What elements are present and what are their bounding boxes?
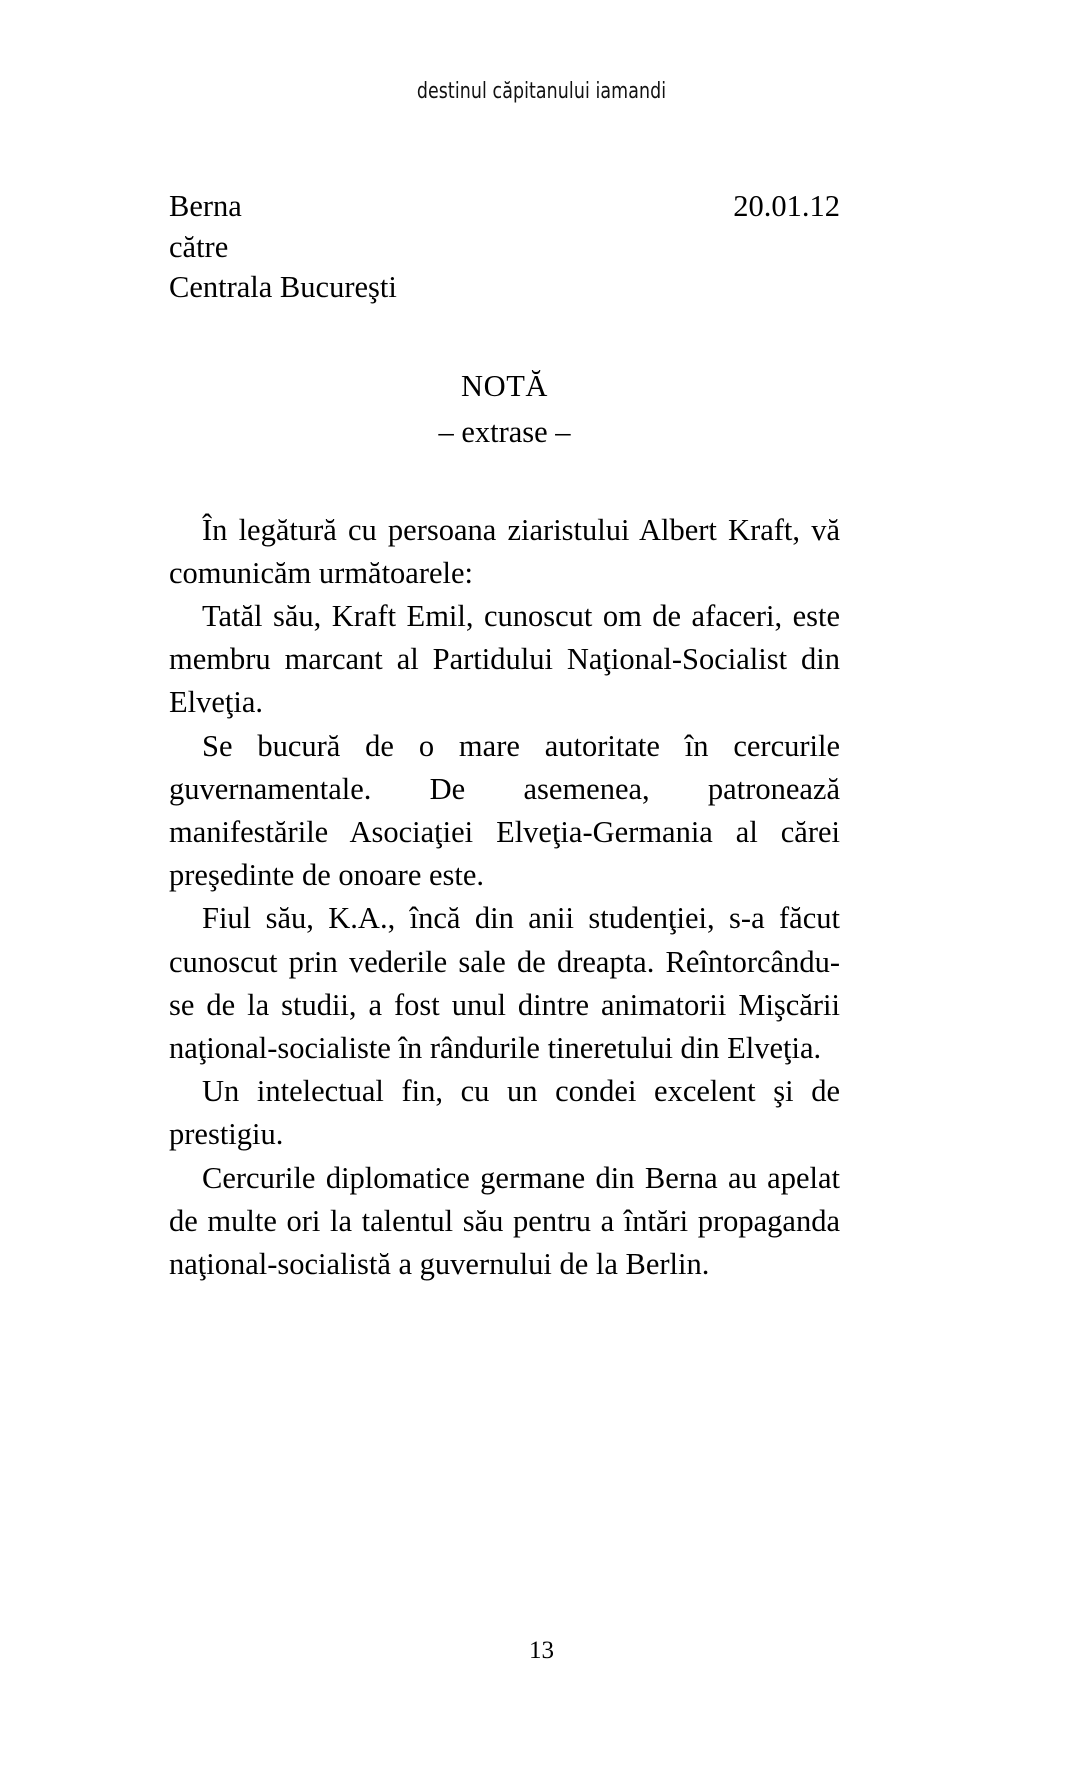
paragraph: Un intelectual fin, cu un condei excelent şi de prestigiu. [169, 1074, 840, 1152]
letterhead-date: 20.01.12 [733, 189, 840, 223]
body-text [169, 509, 840, 1287]
paragraph: Se bucură de o mare autoritate în cercurile guvernamentale. De asemenea, patronează manifestările Asociaţiei Elveţia-Germania al cărei preşedinte de onoare este. [169, 728, 840, 893]
note-title: NOTĂ [460, 368, 549, 403]
paragraph: Tatăl său, Kraft Emil, cunoscut om de afaceri, este membru marcant al Partidului Naţional-Socialist din Elveţia. [169, 598, 840, 720]
letterhead-recipient: Centrala Bucureşti [169, 270, 397, 304]
text-column [169, 186, 840, 1286]
paragraph: În legătură cu persoana ziaristului Albert Kraft, vă comunicăm următoarele: [169, 512, 840, 590]
paragraph: Fiul său, K.A., încă din anii studenţiei, s-a făcut cunoscut prin vederile sale de dreapta. Reîntorcându-se de la studii, a fost unul dintre animatorii Mişcării naţional-socialiste în rândurile tineretului din Elveţia. [169, 901, 840, 1065]
letterhead-city: Berna [169, 189, 242, 223]
note-subtitle: – extrase – [438, 415, 571, 449]
letterhead-to-label: către [169, 229, 229, 264]
page-number: 13 [529, 1637, 554, 1664]
paragraph: Cercurile diplomatice germane din Berna au apelat de multe ori la talentul său pentru a întări propaganda naţional-socialistă a guvernului de la Berlin. [169, 1160, 840, 1281]
running-header: destinul căpitanului iamandi [416, 78, 667, 104]
letterhead-dateline [169, 186, 840, 227]
